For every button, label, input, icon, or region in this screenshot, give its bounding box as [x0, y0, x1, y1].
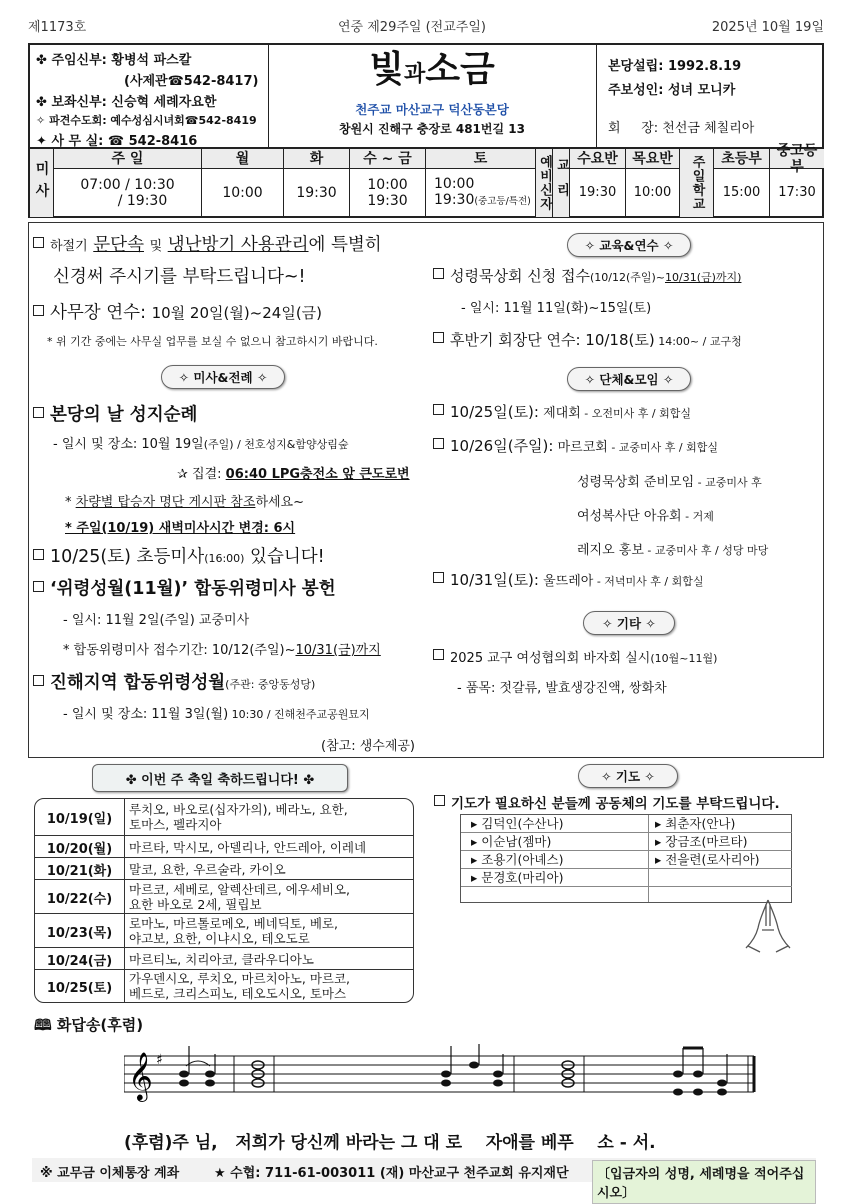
book-icon: 🕮 [34, 1016, 52, 1034]
feast-names: 마르타, 막시모, 아델리나, 안드레아, 이레네 [129, 839, 367, 855]
sunday-times: 07:00 / 10:30 / 19:30 [54, 169, 202, 217]
feast-row [35, 879, 413, 914]
bazaar-items: - 품목: 젓갈류, 발효생강진액, 쌍화차 [457, 681, 667, 696]
wed-fri-times: 10:00 19:30 [350, 169, 426, 217]
feast-date: 10/25(토) [35, 970, 125, 1002]
group-altar-servers: 여성복사단 아유회 - 거제 [577, 509, 714, 524]
section-etc: ✧ 기타 ✧ [583, 611, 675, 635]
prayer-person: ▸ 전을련(로사리아) [649, 851, 792, 869]
hymn-title: 🕮 화답송(후렴) [34, 1016, 144, 1034]
issue-number: 제1173호 [28, 20, 87, 35]
sunday-school-label: 주일학교 [680, 149, 714, 217]
mass-label: 미사 [30, 149, 54, 217]
feast-title: ✤ 이번 주 축일 축하드립니다! ✤ [92, 764, 348, 792]
prayer-request: 기도가 필요하신 분들께 공동체의 기도를 부탁드립니다. [434, 792, 780, 812]
prayer-person: ▸ 김덕인(수산나) [461, 815, 648, 833]
prayer-list [460, 814, 792, 903]
memorial-mass-date: - 일시: 11월 2일(주일) 교중미사 [63, 613, 250, 628]
pilgrimage-bus-list: * 차량별 탑승자 명단 게시판 참조하세요~ [65, 495, 305, 510]
praying-hands-icon [738, 896, 798, 956]
prayer-person: ▸ 장금조(마르타) [649, 833, 792, 851]
col-thu-class: 목요반 [626, 149, 680, 169]
col-elementary: 초등부 [714, 149, 770, 169]
feast-date: 10/19(일) [35, 799, 125, 835]
bulletin-title: 빛과소금 [369, 48, 495, 90]
feast-row [35, 913, 413, 948]
feast-table [34, 798, 414, 1003]
col-wed-fri: 수 ~ 금 [350, 149, 426, 169]
footer-bar [32, 1158, 816, 1201]
group-oct26: 10/26일(주일): 마르코회 - 교중미사 후 / 회합실 [433, 435, 718, 456]
col-tuesday: 화 [284, 149, 350, 169]
prayer-person: ▸ 조용기(아녜스) [461, 851, 648, 869]
pilgrimage-mass-change: * 주일(10/19) 새벽미사시간 변경: 6시 [65, 521, 296, 536]
notice-office-training: 사무장 연수: 10월 20일(월)~24일(금) [33, 299, 322, 324]
assistant-priest: ✤ 보좌신부: 신승혁 세례자요한 [36, 95, 217, 110]
notice-jinhae-memorial: 진해지역 합동위령성월(주관: 중앙동성당) [33, 669, 315, 694]
notice-council-training: 후반기 회장단 연수: 10/18(토) 14:00~ / 교구청 [433, 329, 742, 350]
liturgical-week: 연중 제29주일 (전교주일) [338, 20, 486, 35]
pastor-line: ✤ 주임신부: 황병석 파스칼 [36, 53, 192, 68]
feast-names: 마르코, 세베로, 알렉산데르, 에우세비오, 요한 바오로 2세, 필립보 [129, 882, 351, 912]
notice-box [28, 222, 824, 758]
saturday-times: 10:00 19:30(중고등/특전) [426, 169, 536, 217]
office-training-note: * 위 기간 중에는 사무실 업무를 보실 수 없으니 참고하시기 바랍니다. [47, 335, 378, 348]
prayer-person [649, 869, 792, 887]
thu-class-time: 10:00 [626, 169, 680, 217]
bulletin-date: 2025년 10월 19일 [711, 20, 824, 35]
notice-bazaar: 2025 교구 여성협의회 바자회 실시(10월~11월) [433, 647, 717, 666]
section-mass-liturgy: ✧ 미사&전례 ✧ [161, 365, 285, 389]
feast-date: 10/24(금) [35, 948, 125, 970]
col-middle-high: 중고등부 [770, 149, 824, 169]
feast-date: 10/23(목) [35, 914, 125, 948]
feast-row [35, 857, 413, 880]
parish-name: 천주교 마산교구 덕산동본당 [355, 102, 509, 117]
rectory-phone: (사제관☎542-8417) [124, 74, 259, 89]
group-legio: 레지오 홍보 - 교중미사 후 / 성당 마당 [577, 543, 769, 558]
feast-names: 마르티노, 치리아코, 클라우디아노 [129, 951, 314, 967]
catechism-label-2: 교리 [553, 149, 570, 217]
feast-row [35, 835, 413, 858]
col-sunday: 주 일 [54, 149, 202, 169]
group-retreat-prep: 성령묵상회 준비모임 - 교중미사 후 [577, 475, 762, 490]
prayer-person: ▸ 문경호(마리아) [461, 869, 648, 887]
elementary-time: 15:00 [714, 169, 770, 217]
notice-retreat-signup: 성령묵상회 신청 접수(10/12(주일)~10/31(금)까지) [433, 265, 741, 286]
col-monday: 월 [202, 149, 284, 169]
prayer-person: ▸ 최춘자(안나) [649, 815, 792, 833]
feast-names: 루치오, 바오로(십자가의), 베라노, 요한, 토마스, 펠라지아 [129, 802, 348, 832]
bank-account: ★ 수협: 711-61-003011 (재) 마산교구 천주교회 유지재단 [214, 1166, 569, 1181]
office-phone: ✦ 사 무 실: ☎ 542-8416 [36, 134, 198, 149]
retreat-date: - 일시: 11월 11일(화)~15일(토) [461, 301, 652, 316]
patron-saint: 주보성인: 성녀 모니카 [608, 83, 736, 98]
notice-summer: 하절기 문단속 및 냉난방기 사용관리에 특별히 [33, 231, 382, 256]
col-saturday: 토 [426, 149, 536, 169]
feast-row [35, 799, 413, 835]
prayer-person: ▸ 이순남(젬마) [461, 833, 648, 851]
middle-high-time: 17:30 [778, 185, 816, 200]
council-president: 회 장: 천선금 체칠리아 [608, 121, 755, 136]
notice-children-mass: 10/25(토) 초등미사(16:00) 있습니다! [33, 543, 325, 568]
founded: 본당설립: 1992.8.19 [608, 59, 742, 74]
deposit-note: 〔입금자의 성명, 세례명을 적어주십시오〕 [592, 1160, 816, 1204]
feast-date: 10/22(수) [35, 880, 125, 914]
mass-schedule-table [28, 142, 824, 218]
masthead [268, 45, 596, 137]
jinhae-memorial-ref: (참고: 생수제공) [321, 739, 416, 754]
feast-names: 가우덴시오, 루치오, 마르치아노, 마르코, 베드로, 크리스피노, 테오도시오, 토마스 [129, 971, 351, 1001]
group-oct31: 10/31일(토): 울뜨레아 - 저녁미사 후 / 회합실 [433, 569, 704, 590]
feast-names: 로마노, 마르톨로메오, 베네딕토, 베로, 야고보, 요한, 이냐시오, 테오도로 [129, 916, 338, 946]
sisters-line: ✧ 파견수도회: 예수성심시녀회☎542-8419 [36, 114, 257, 127]
section-prayer: ✧ 기도 ✧ [578, 764, 678, 788]
tithe-label: ※ 교무금 이체통장 계좌 [40, 1166, 180, 1181]
feast-row [35, 969, 413, 1002]
tuesday-time: 19:30 [284, 169, 350, 217]
hymn-lyrics: (후렴)주 님, 저희가 당신께 바라는 그 대 로 자애를 베푸 소 - 서. [124, 1133, 656, 1153]
pilgrimage-meeting: ✰ 집결: 06:40 LPG충전소 앞 큰도로변 [177, 467, 410, 482]
music-staff [124, 1042, 764, 1112]
memorial-mass-period: * 합동위령미사 접수기간: 10/12(주일)~10/31(금)까지 [63, 643, 381, 658]
top-bar [28, 16, 824, 36]
jinhae-memorial-date: - 일시 및 장소: 11월 3일(월) 10:30 / 진해천주교공원묘지 [63, 707, 370, 722]
monday-time: 10:00 [202, 169, 284, 217]
section-groups: ✧ 단체&모임 ✧ [567, 367, 691, 391]
header-box [28, 43, 824, 149]
section-education: ✧ 교육&연수 ✧ [567, 233, 691, 257]
svg-text:𝄞: 𝄞 [128, 1051, 153, 1100]
wed-class-time: 19:30 [570, 169, 626, 217]
feast-date: 10/20(월) [35, 836, 125, 858]
svg-text:♯: ♯ [156, 1052, 163, 1068]
feast-row [35, 947, 413, 970]
notice-summer-line2: 신경써 주시기를 부탁드립니다~! [53, 267, 306, 287]
notice-memorial-mass: ‘위령성월(11월)’ 합동위령미사 봉헌 [33, 575, 336, 600]
catechism-label: 예비신자 [536, 149, 553, 217]
group-oct25: 10/25일(토): 제대회 - 오전미사 후 / 회합실 [433, 401, 691, 422]
feast-date: 10/21(화) [35, 858, 125, 880]
notice-pilgrimage: 본당의 날 성지순례 [33, 401, 197, 426]
pilgrimage-date-place: - 일시 및 장소: 10월 19일(주일) / 천호성지&함양상림숲 [53, 437, 349, 452]
feast-names: 말코, 요한, 우르술라, 카이오 [129, 861, 286, 877]
parish-address: 창원시 진해구 충장로 481번길 13 [339, 122, 525, 136]
col-wed-class: 수요반 [570, 149, 626, 169]
